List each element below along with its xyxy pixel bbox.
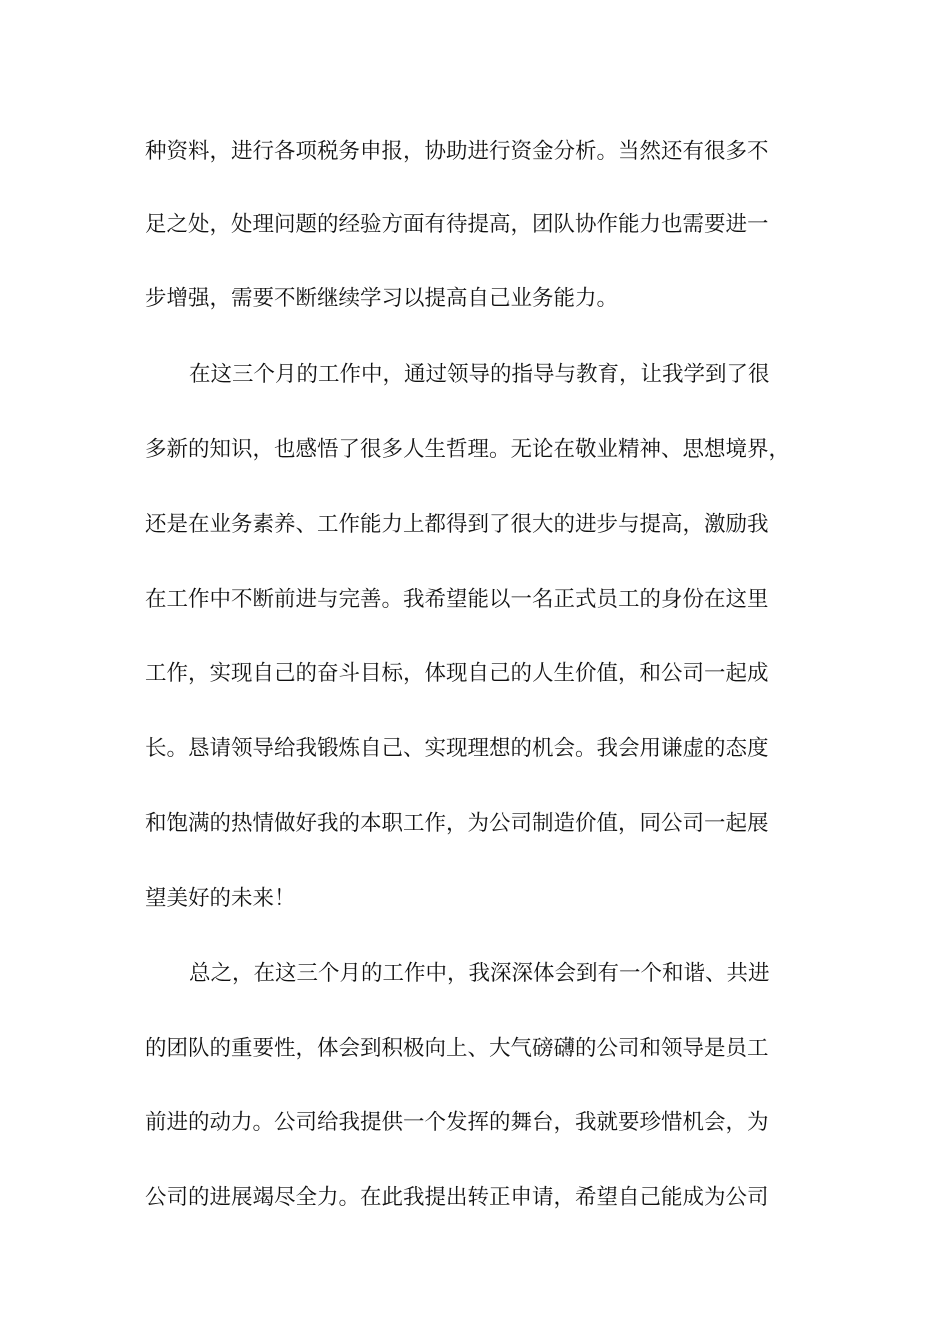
paragraph-line: 工作，实现自己的奋斗目标，体现自己的人生价值，和公司一起成 <box>145 661 769 686</box>
paragraph-line: 和饱满的热情做好我的本职工作，为公司制造价值，同公司一起展 <box>145 811 769 836</box>
paragraph-line: 种资料，进行各项税务申报，协助进行资金分析。当然还有很多不 <box>145 139 769 164</box>
paragraph-line: 的团队的重要性，体会到积极向上、大气磅礴的公司和领导是员工 <box>145 1036 769 1061</box>
paragraph-line: 步增强，需要不断继续学习以提高自己业务能力。 <box>145 286 619 311</box>
paragraph-line: 在工作中不断前进与完善。我希望能以一名正式员工的身份在这里 <box>145 587 769 612</box>
paragraph-line: 还是在业务素养、工作能力上都得到了很大的进步与提高，激励我 <box>145 512 769 537</box>
paragraph-line: 足之处，处理问题的经验方面有待提高，团队协作能力也需要进一 <box>145 212 769 237</box>
paragraph-line: 在这三个月的工作中，通过领导的指导与教育，让我学到了很 <box>189 362 770 387</box>
paragraph-line: 公司的进展竭尽全力。在此我提出转正申请，希望自己能成为公司 <box>145 1185 769 1210</box>
paragraph-line: 多新的知识，也感悟了很多人生哲理。无论在敬业精神、思想境界， <box>145 437 791 462</box>
paragraph-line: 长。恳请领导给我锻炼自己、实现理想的机会。我会用谦虚的态度 <box>145 736 769 761</box>
paragraph-line: 前进的动力。公司给我提供一个发挥的舞台，我就要珍惜机会，为 <box>145 1110 769 1135</box>
paragraph-line: 总之，在这三个月的工作中，我深深体会到有一个和谐、共进 <box>189 961 770 986</box>
paragraph-line: 望美好的未来！ <box>145 886 296 911</box>
